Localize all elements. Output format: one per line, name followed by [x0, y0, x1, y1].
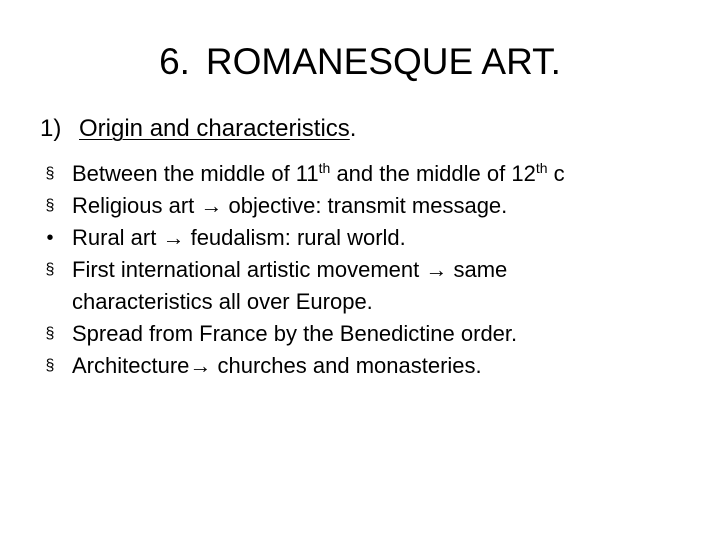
- bullet-text: Rural art → feudalism: rural world.: [72, 225, 406, 250]
- bullet-item-religious-art: [40, 190, 710, 222]
- bullet-text-part: Between the middle of 11: [72, 161, 319, 186]
- bullet-text-line: First international artistic movement → same: [72, 257, 508, 282]
- section-heading-text: Origin and characteristics: [79, 115, 350, 142]
- bullet-text: Religious art → objective: transmit message.: [72, 193, 508, 218]
- section-sign-bullet-icon: §: [45, 197, 55, 214]
- section-sign-bullet-icon: §: [45, 165, 55, 182]
- bullet-text: Spread from France by the Benedictine order.: [72, 321, 518, 346]
- bullet-item-rural-art: [40, 222, 710, 254]
- bullet-item-international-movement: [40, 254, 710, 318]
- ordinal-superscript: th: [318, 160, 331, 176]
- bullet-item-dates: [40, 158, 710, 190]
- bullet-text-line: characteristics all over Europe.: [72, 289, 373, 314]
- section-sign-bullet-icon: §: [45, 261, 55, 278]
- title-number: 6.: [159, 41, 190, 82]
- section-number: 1): [40, 115, 62, 142]
- title-text: ROMANESQUE ART.: [205, 41, 561, 82]
- section-heading-period: .: [349, 115, 357, 142]
- bullet-text-part: c: [547, 161, 565, 186]
- bullet-text: Architecture→ churches and monasteries.: [72, 353, 482, 378]
- ordinal-superscript: th: [535, 160, 548, 176]
- bullet-item-architecture: [40, 350, 710, 382]
- bullet-text-part: and the middle of 12: [330, 161, 536, 186]
- section-heading: [40, 114, 356, 144]
- slide-title: [0, 40, 720, 84]
- section-sign-bullet-icon: §: [45, 357, 55, 374]
- round-bullet-icon: •: [46, 227, 54, 249]
- bullet-item-spread: [40, 318, 710, 350]
- section-sign-bullet-icon: §: [45, 325, 55, 342]
- bullet-list: [40, 158, 710, 382]
